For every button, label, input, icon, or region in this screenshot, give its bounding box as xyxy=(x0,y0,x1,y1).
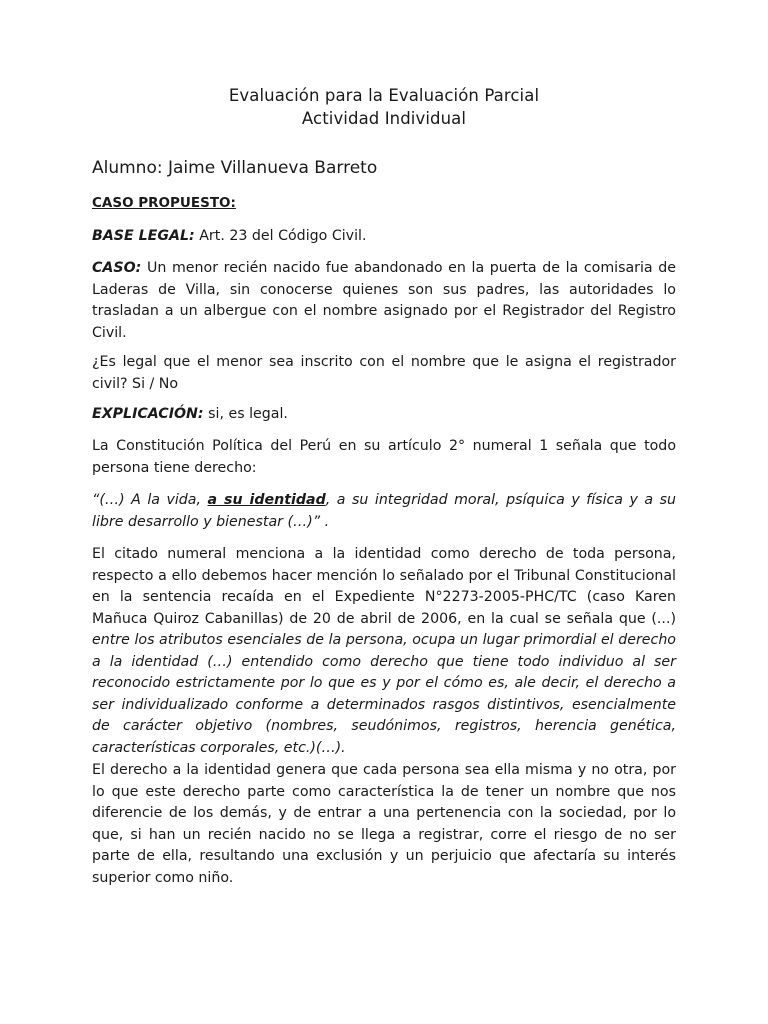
base-legal-label: BASE LEGAL: xyxy=(92,228,195,244)
caso-propuesto-heading xyxy=(92,193,676,215)
caso-label: CASO: xyxy=(92,260,142,276)
quote-after: , a su integridad moral, psíquica y física y a su libre desarrollo y bienestar (…)” . xyxy=(92,492,676,530)
question-text: ¿Es legal que el menor sea inscrito con el nombre que le asigna el registrador civil? Si / No xyxy=(92,354,676,392)
constitution-quote xyxy=(92,490,676,533)
numeral-paragraph xyxy=(92,544,676,759)
explicacion-paragraph xyxy=(92,404,676,426)
base-legal-text: Art. 23 del Código Civil. xyxy=(194,228,367,244)
constitucion-text: La Constitución Política del Perú en su artículo 2° numeral 1 señala que todo persona tiene derecho: xyxy=(92,438,676,476)
document-subtitle: Actividad Individual xyxy=(301,109,467,128)
constitucion-paragraph xyxy=(92,436,676,479)
student-name: Alumno: Jaime Villanueva Barreto xyxy=(92,158,378,178)
numeral-italic-citation: entre los atributos esenciales de la persona, ocupa un lugar primordial el derecho a la identidad (…) entendido como derecho que tiene todo individuo al ser reconocido estrictamente por lo que es y por el cómo es, ale decir, el derecho a ser individualizado conforme a determinados rasgos distintivos, esencialmente de carácter objetivo (nombres, seudónimos, registros, herencia genética, características corporales, etc.)(…). xyxy=(92,632,676,756)
base-legal-paragraph xyxy=(92,226,676,248)
explicacion-text: si, es legal. xyxy=(203,406,288,422)
quote-emphasis: a su identidad xyxy=(207,492,326,508)
caso-text: Un menor recién nacido fue abandonado en la puerta de la comisaria de Laderas de Villa, sin conocerse quienes son sus padres, las autoridades lo trasladan a un albergue con el nombre asignado por el Registrador del Registro Civil. xyxy=(92,260,676,341)
explicacion-label: EXPLICACIÓN: xyxy=(92,406,204,422)
conclusion-paragraph xyxy=(92,760,676,889)
caso-paragraph xyxy=(92,258,676,344)
conclusion-text: El derecho a la identidad genera que cada persona sea ella misma y no otra, por lo que este derecho parte como característica la de tener un nombre que nos diferencie de los demás, y de entrar a una pertenencia con la sociedad, por lo que, si han un recién nacido no se llega a registrar, corre el riesgo de no ser parte de ella, resultando una exclusión y un perjuicio que afectaría su interés superior como niño. xyxy=(92,762,676,886)
caso-propuesto-label: CASO PROPUESTO: xyxy=(92,195,236,211)
quote-before: “(…) A la vida, xyxy=(92,492,208,508)
document-title: Evaluación para la Evaluación Parcial xyxy=(228,86,540,105)
question-paragraph xyxy=(92,352,676,395)
numeral-text: El citado numeral menciona a la identidad como derecho de toda persona, respecto a ello debemos hacer mención lo señalado por el Tribunal Constitucional en la sentencia recaída en el Expediente N°2273-2005-PHC/TC (caso Karen Mañuca Quiroz Cabanillas) de 20 de abril de 2006, en la cual se señala que (...) xyxy=(92,546,676,627)
